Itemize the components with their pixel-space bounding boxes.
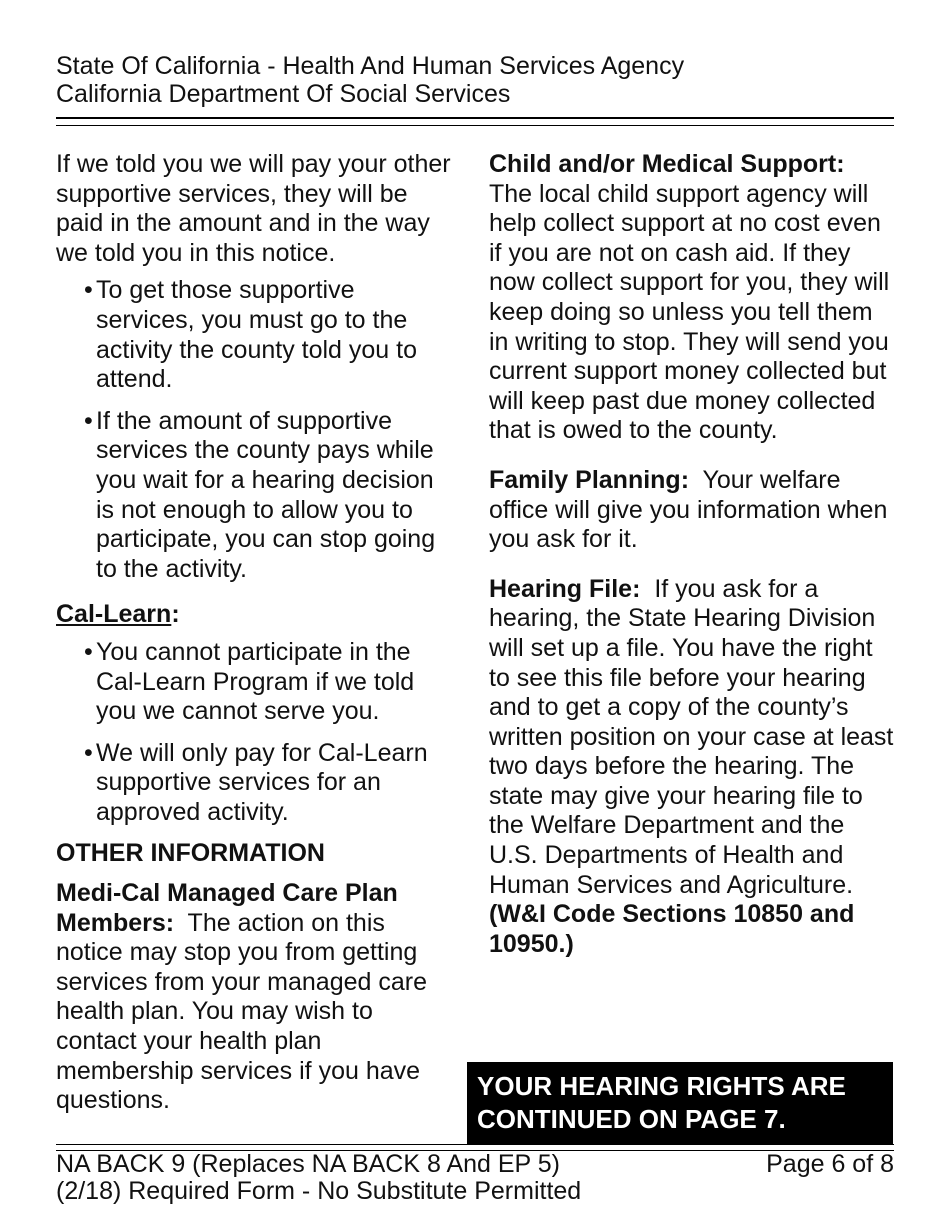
cal-learn-heading	[56, 600, 456, 630]
cal-learn-heading-colon: :	[171, 600, 180, 629]
family-planning-heading: Family Planning:	[489, 465, 690, 494]
list-item-text: To get those supportive services, you must go to the activity the county told you to attend.	[96, 276, 418, 394]
family-planning-text: Your welfare office will give you information when you ask for it.	[489, 465, 888, 554]
list-item	[56, 407, 456, 585]
family-planning-paragraph	[489, 466, 894, 555]
list-item	[56, 739, 456, 828]
agency-name: State Of California - Health And Human Services Agency	[56, 52, 685, 80]
department-name: California Department Of Social Services	[56, 80, 511, 108]
hearing-file-text: If you ask for a hearing, the State Hearing Division will set up a file. You have the right to see this file before your hearing and to get a copy of the county’s written position on your case at least two days before the hearing. The state may give your hearing file to the Welfare Department and the U.S. Departments of Health and Human Services and Agriculture.	[489, 574, 894, 899]
other-information-heading: OTHER INFORMATION	[56, 839, 325, 868]
medi-cal-paragraph	[56, 879, 456, 1116]
page-number: Page 6 of 8	[766, 1150, 894, 1178]
page-header	[56, 52, 896, 108]
cal-learn-heading-text: Cal-Learn	[56, 600, 172, 629]
bullet-icon: •	[84, 276, 93, 305]
right-column	[489, 150, 894, 959]
list-item-text: If the amount of supportive services the county pays while you wait for a hearing decision is not enough to allow you to participate, you can stop going to the activity.	[96, 406, 436, 583]
medi-cal-heading: Medi-Cal Managed Care Plan Members:	[56, 879, 398, 937]
supportive-services-intro: If we told you we will pay your other supportive services, they will be paid in the amount and in the way we told you in this notice.	[56, 150, 451, 267]
continued-notice-line1: YOUR HEARING RIGHTS ARE	[477, 1071, 846, 1101]
continued-notice-line2: CONTINUED ON PAGE 7.	[477, 1104, 786, 1134]
continued-notice-box	[467, 1062, 893, 1144]
header-divider	[56, 117, 894, 126]
supportive-services-list	[56, 276, 456, 584]
list-item	[56, 276, 456, 394]
left-column	[56, 150, 456, 1116]
hearing-file-paragraph	[489, 575, 894, 960]
child-support-heading: Child and/or Medical Support:	[489, 150, 845, 178]
list-item-text: You cannot participate in the Cal-Learn Program if we told you we cannot serve you.	[96, 637, 415, 726]
medi-cal-text: The action on this notice may stop you from getting services from your managed care health plan. You may wish to contact your health plan membership services if you have questions.	[56, 908, 427, 1115]
bullet-icon: •	[84, 637, 93, 666]
hearing-file-citation: (W&I Code Sections 10850 and 10950.)	[489, 900, 855, 958]
cal-learn-list	[56, 638, 456, 828]
list-item	[56, 638, 456, 727]
child-support-paragraph	[489, 150, 894, 446]
child-support-text: The local child support agency will help collect support at no cost even if you are not on cash aid. If they now collect support for you, they will keep doing so unless you tell them in writing to stop. They will send you current support money collected but will keep past due money collected that is owed to the county.	[489, 179, 890, 445]
page-footer	[56, 1151, 894, 1205]
hearing-file-heading: Hearing File:	[489, 574, 641, 603]
bullet-icon: •	[84, 406, 93, 435]
list-item-text: We will only pay for Cal-Learn supportive services for an approved activity.	[96, 738, 428, 826]
bullet-icon: •	[84, 738, 93, 767]
form-revision: (2/18) Required Form - No Substitute Permitted	[56, 1177, 582, 1205]
form-id: NA BACK 9 (Replaces NA BACK 8 And EP 5)	[56, 1150, 560, 1178]
